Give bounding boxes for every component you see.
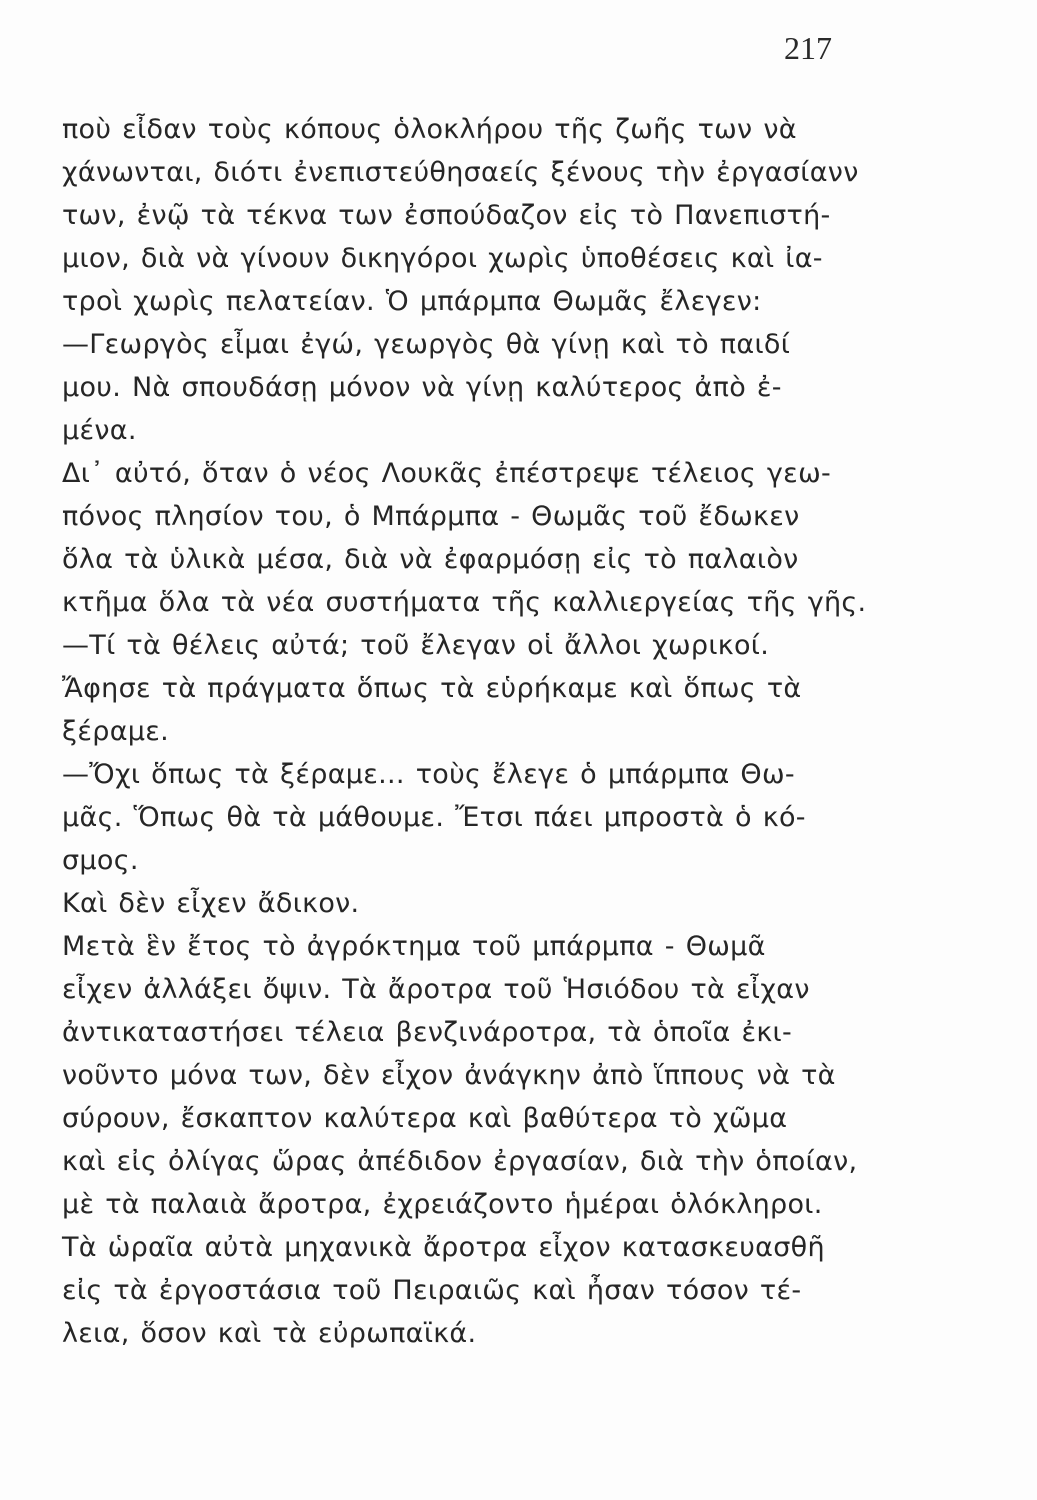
text-line: εἶχεν ἀλλάξει ὄψιν. Τὰ ἄροτρα τοῦ Ἡσιόδου τὰ εἶχαν — [62, 974, 810, 1005]
text-line: ποὺ εἶδαν τοὺς κόπους ὁλοκλήρου τῆς ζωῆς των νὰ — [62, 114, 797, 145]
text-line: πόνος πλησίον του, ὁ Μπάρμπα - Θωμᾶς τοῦ ἔδωκεν — [62, 501, 800, 532]
text-line: Μετὰ ἓν ἔτος τὸ ἀγρόκτημα τοῦ μπάρμπα - Θωμᾶ — [62, 931, 766, 962]
text-line: ξέραμε. — [62, 716, 170, 747]
text-line: σύρουν, ἔσκαπτον καλύτερα καὶ βαθύτερα τὸ χῶμα — [62, 1103, 788, 1134]
text-line: τροὶ χωρὶς πελατείαν. Ὁ μπάρμπα Θωμᾶς ἔλεγεν: — [62, 286, 762, 317]
text-line: ὅλα τὰ ὑλικὰ μέσα, διὰ νὰ ἐφαρμόσῃ εἰς τὸ παλαιὸν — [62, 544, 799, 575]
text-line: Καὶ δὲν εἶχεν ἄδικον. — [62, 888, 360, 919]
text-line: —Ὄχι ὅπως τὰ ξέραμε... τοὺς ἔλεγε ὁ μπάρμπα Θω- — [62, 759, 795, 790]
text-line: κτῆμα ὅλα τὰ νέα συστήματα τῆς καλλιεργείας τῆς γῆς. — [62, 587, 867, 618]
text-line: —Τί τὰ θέλεις αὐτά; τοῦ ἔλεγαν οἱ ἄλλοι χωρικοί. — [62, 630, 770, 661]
body-text — [62, 108, 882, 1355]
text-line: χάνωνται, διότι ἐνεπιστεύθησαείς ξένους τὴν ἐργασίανν — [62, 157, 859, 188]
text-line: Ἄφησε τὰ πράγματα ὅπως τὰ εὑρήκαμε καὶ ὅπως τὰ — [62, 673, 802, 704]
text-line: Τὰ ὡραῖα αὐτὰ μηχανικὰ ἄροτρα εἶχον κατασκευασθῆ — [62, 1232, 825, 1263]
page-number: 217 — [784, 30, 832, 66]
text-line: μὲ τὰ παλαιὰ ἄροτρα, ἐχρειάζοντο ἡμέραι ὁλόκληροι. — [62, 1189, 823, 1220]
text-line: —Γεωργὸς εἶμαι ἐγώ, γεωργὸς θὰ γίνῃ καὶ τὸ παιδί — [62, 329, 791, 360]
text-line: λεια, ὅσον καὶ τὰ εὐρωπαϊκά. — [62, 1318, 477, 1349]
text-line: ἀντικαταστήσει τέλεια βενζινάροτρα, τὰ ὁποῖα ἐκι- — [62, 1017, 793, 1048]
text-line: σμος. — [62, 845, 139, 876]
text-line: μᾶς. Ὅπως θὰ τὰ μάθουμε. Ἔτσι πάει μπροστὰ ὁ κό- — [62, 802, 806, 833]
text-line: νοῦντο μόνα των, δὲν εἶχον ἀνάγκην ἀπὸ ἵππους νὰ τὰ — [62, 1060, 836, 1091]
text-line: μένα. — [62, 415, 137, 446]
text-line: μου. Νὰ σπουδάσῃ μόνον νὰ γίνῃ καλύτερος ἀπὸ ἐ- — [62, 372, 782, 403]
text-line: εἰς τὰ ἐργοστάσια τοῦ Πειραιῶς καὶ ἦσαν τόσον τέ- — [62, 1275, 802, 1306]
text-line: μιον, διὰ νὰ γίνουν δικηγόροι χωρὶς ὑποθέσεις καὶ ἰα- — [62, 243, 823, 274]
text-line: των, ἐνῷ τὰ τέκνα των ἐσπούδαζον εἰς τὸ Πανεπιστή- — [62, 200, 831, 231]
text-line: καὶ εἰς ὀλίγας ὥρας ἀπέδιδον ἐργασίαν, διὰ τὴν ὁποίαν, — [62, 1146, 858, 1177]
text-line: Δι᾽ αὐτό, ὅταν ὁ νέος Λουκᾶς ἐπέστρεψε τέλειος γεω- — [62, 458, 832, 489]
